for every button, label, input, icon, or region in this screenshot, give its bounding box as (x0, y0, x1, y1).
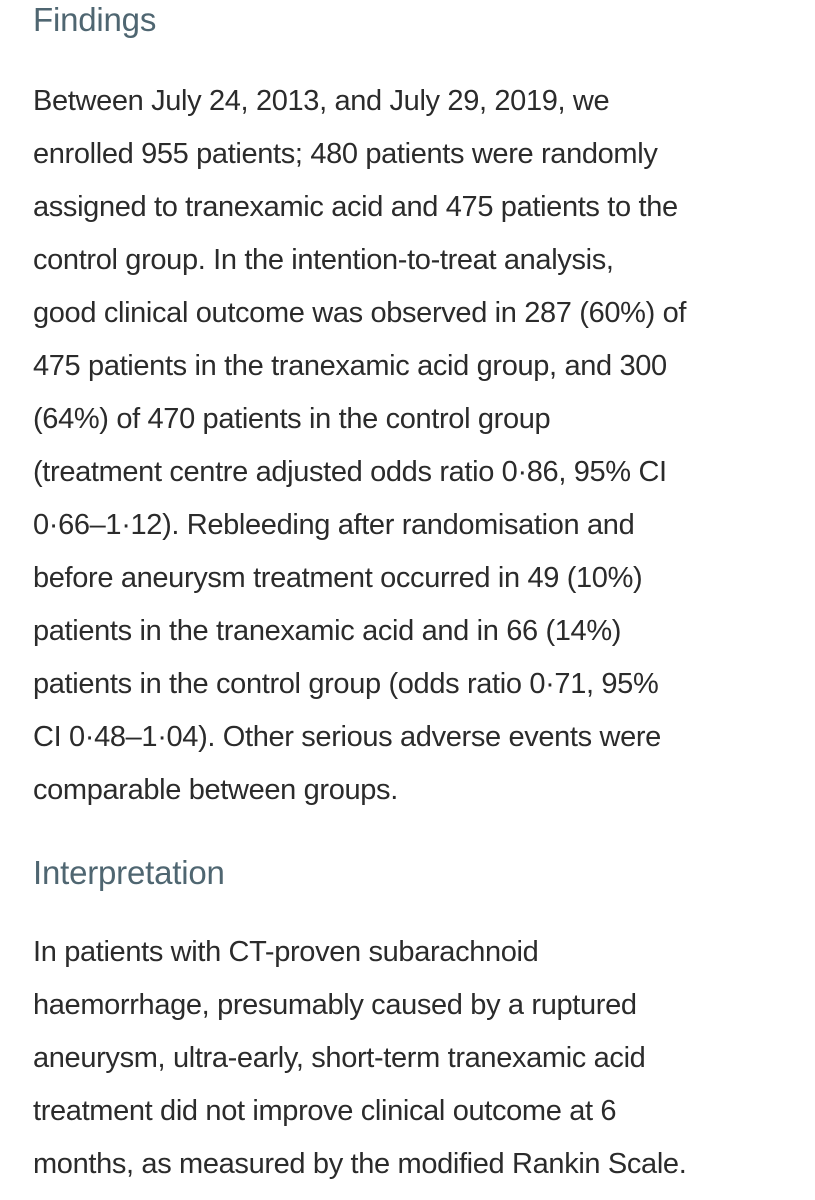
interpretation-line: In patients with CT-proven subarachnoid (33, 936, 539, 968)
findings-line: (treatment centre adjusted odds ratio 0·86, 95% CI (33, 456, 667, 488)
findings-line: control group. In the intention-to-treat analysis, (33, 244, 614, 276)
findings-line: good clinical outcome was observed in 287 (60%) of (33, 297, 687, 329)
findings-line: (64%) of 470 patients in the control group (33, 403, 551, 435)
findings-line: patients in the control group (odds ratio 0·71, 95% (33, 668, 659, 700)
interpretation-line: treatment did not improve clinical outcome at 6 (33, 1095, 617, 1127)
findings-line: CI 0·48–1·04). Other serious adverse events were (33, 721, 661, 753)
findings-line: before aneurysm treatment occurred in 49 (10%) (33, 562, 643, 594)
findings-paragraph (33, 75, 686, 817)
findings-line: Between July 24, 2013, and July 29, 2019, we (33, 85, 610, 117)
interpretation-line: aneurysm, ultra-early, short-term tranexamic acid (33, 1042, 646, 1074)
findings-heading: Findings (33, 1, 157, 38)
interpretation-line: months, as measured by the modified Rankin Scale. (33, 1148, 687, 1180)
findings-line: assigned to tranexamic acid and 475 patients to the (33, 191, 678, 223)
interpretation-heading: Interpretation (33, 854, 225, 891)
interpretation-paragraph (33, 926, 686, 1191)
findings-line: enrolled 955 patients; 480 patients were randomly (33, 138, 658, 170)
findings-line: comparable between groups. (33, 774, 398, 806)
findings-line: patients in the tranexamic acid and in 66 (14%) (33, 615, 622, 647)
interpretation-line: haemorrhage, presumably caused by a ruptured (33, 989, 637, 1021)
findings-line: 0·66–1·12). Rebleeding after randomisation and (33, 509, 635, 541)
findings-line: 475 patients in the tranexamic acid group, and 300 (33, 350, 667, 382)
